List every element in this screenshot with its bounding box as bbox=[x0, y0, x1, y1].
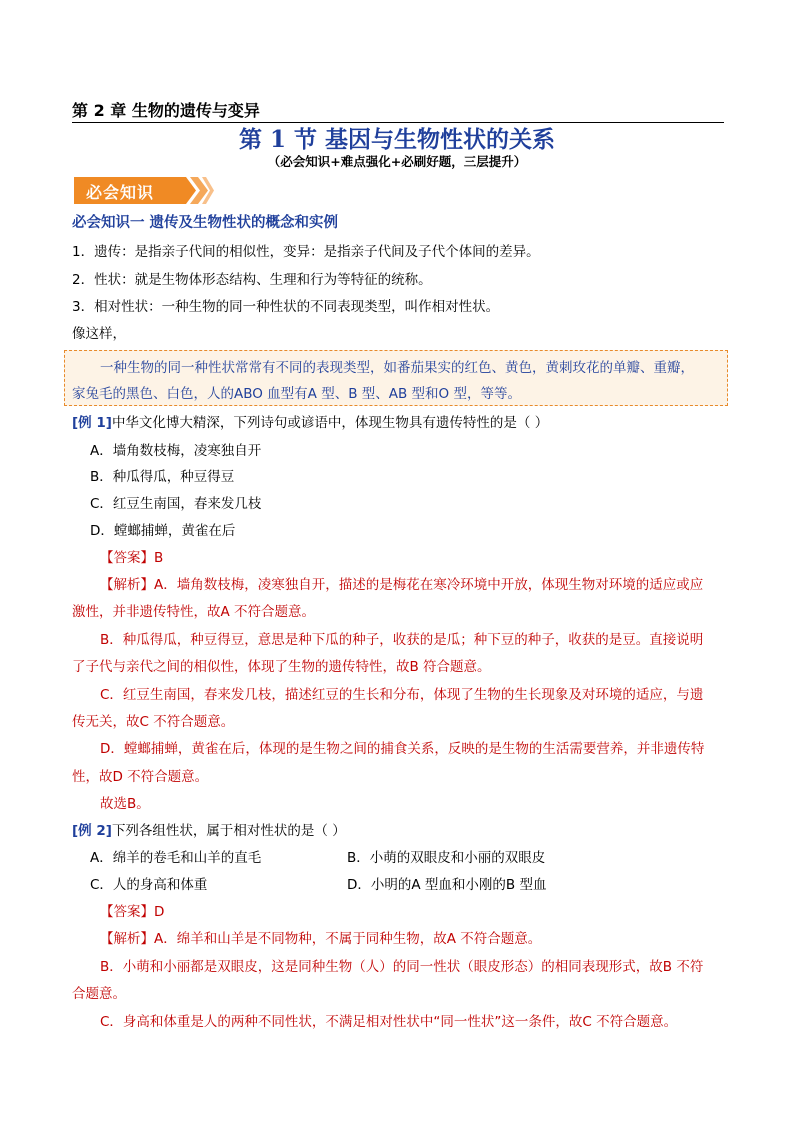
analysis-text: A．墙角数枝梅，凌寒独自开，描述的是梅花在寒冷环境中开放，体现生物对环境的适应或应 bbox=[154, 577, 704, 593]
callout-line: 家兔毛的黑色、白色，人的ABO 血型有A 型、B 型、AB 型和O 型，等等。 bbox=[72, 386, 521, 402]
definition-line: 1．遗传：是指亲子代间的相似性，变异：是指亲子代间及子代个体间的差异。 bbox=[72, 244, 540, 260]
analysis-line bbox=[100, 573, 703, 593]
analysis-line: 性，故D 不符合题意。 bbox=[72, 769, 209, 785]
definition-line: 2．性状：就是生物体形态结构、生理和行为等特征的统称。 bbox=[72, 272, 432, 288]
callout-line: 一种生物的同一种性状常常有不同的表现类型，如番茄果实的红色、黄色，黄刺玫花的单瓣、重瓣， bbox=[100, 360, 694, 376]
option: B．种瓜得瓜，种豆得豆 bbox=[90, 469, 235, 485]
answer-value: D bbox=[154, 904, 165, 920]
example-1-question bbox=[72, 411, 548, 431]
section-heading: 必会知识一 遗传及生物性状的概念和实例 bbox=[72, 215, 339, 231]
page-title: 第 1 节 基因与生物性状的关系 bbox=[238, 126, 556, 153]
chapter-heading: 第 2 章 生物的遗传与变异 bbox=[72, 98, 724, 123]
answer-value: B bbox=[154, 550, 164, 566]
example-label: [例 1] bbox=[72, 415, 112, 431]
option: D．小明的A 型血和小刚的B 型血 bbox=[347, 877, 547, 893]
option: C．红豆生南国，春来发几枝 bbox=[90, 496, 262, 512]
analysis-label: 【解析】 bbox=[100, 577, 154, 593]
option: D．螳螂捕蝉，黄雀在后 bbox=[90, 523, 236, 539]
analysis-line: 了子代与亲代之间的相似性，体现了生物的遗传特性，故B 符合题意。 bbox=[72, 659, 491, 675]
option: B．小萌的双眼皮和小丽的双眼皮 bbox=[347, 850, 546, 866]
question-text: 中华文化博大精深，下列诗句或谚语中，体现生物具有遗传特性的是（ ） bbox=[111, 415, 549, 431]
question-text: 下列各组性状，属于相对性状的是（ ） bbox=[111, 823, 346, 839]
analysis-line: 故选B。 bbox=[100, 796, 150, 812]
option: A．墙角数枝梅，凌寒独自开 bbox=[90, 443, 262, 459]
analysis-text: A．绵羊和山羊是不同物种，不属于同种生物，故A 不符合题意。 bbox=[154, 931, 542, 947]
analysis-line: D．螳螂捕蝉，黄雀在后，体现的是生物之间的捕食关系，反映的是生物的生活需要营养，并非遗传特 bbox=[100, 741, 705, 757]
option: C．人的身高和体重 bbox=[90, 877, 208, 893]
example-2-question bbox=[72, 819, 346, 839]
option: A．绵羊的卷毛和山羊的直毛 bbox=[90, 850, 262, 866]
analysis-line: 传无关，故C 不符合题意。 bbox=[72, 714, 235, 730]
analysis-line: C．红豆生南国，春来发几枝，描述红豆的生长和分布，体现了生物的生长现象及对环境的适应，与遗 bbox=[100, 687, 704, 703]
analysis-line bbox=[100, 927, 541, 947]
badge-label: 必会知识 bbox=[86, 183, 155, 202]
analysis-line: 合题意。 bbox=[72, 986, 126, 1002]
analysis-line: C．身高和体重是人的两种不同性状，不满足相对性状中“同一性状”这一条件，故C 不符合题意。 bbox=[100, 1014, 678, 1030]
intro-text: 像这样， bbox=[72, 326, 126, 342]
answer-line bbox=[100, 900, 164, 920]
answer-label: 【答案】 bbox=[100, 904, 154, 920]
analysis-line: B．种瓜得瓜，种豆得豆，意思是种下瓜的种子，收获的是瓜；种下豆的种子，收获的是豆。直接说明 bbox=[100, 632, 704, 648]
definition-line: 3．相对性状：一种生物的同一种性状的不同表现类型，叫作相对性状。 bbox=[72, 299, 500, 315]
answer-line bbox=[100, 546, 163, 566]
answer-label: 【答案】 bbox=[100, 550, 154, 566]
example-label: [例 2] bbox=[72, 823, 112, 839]
analysis-line: B．小萌和小丽都是双眼皮，这是同种生物（人）的同一性状（眼皮形态）的相同表现形式，故B 不符 bbox=[100, 959, 704, 975]
analysis-line: 激性，并非遗传特性，故A 不符合题意。 bbox=[72, 604, 316, 620]
page-subtitle: （必会知识+难点强化+必刷好题，三层提升） bbox=[267, 154, 527, 169]
analysis-label: 【解析】 bbox=[100, 931, 154, 947]
